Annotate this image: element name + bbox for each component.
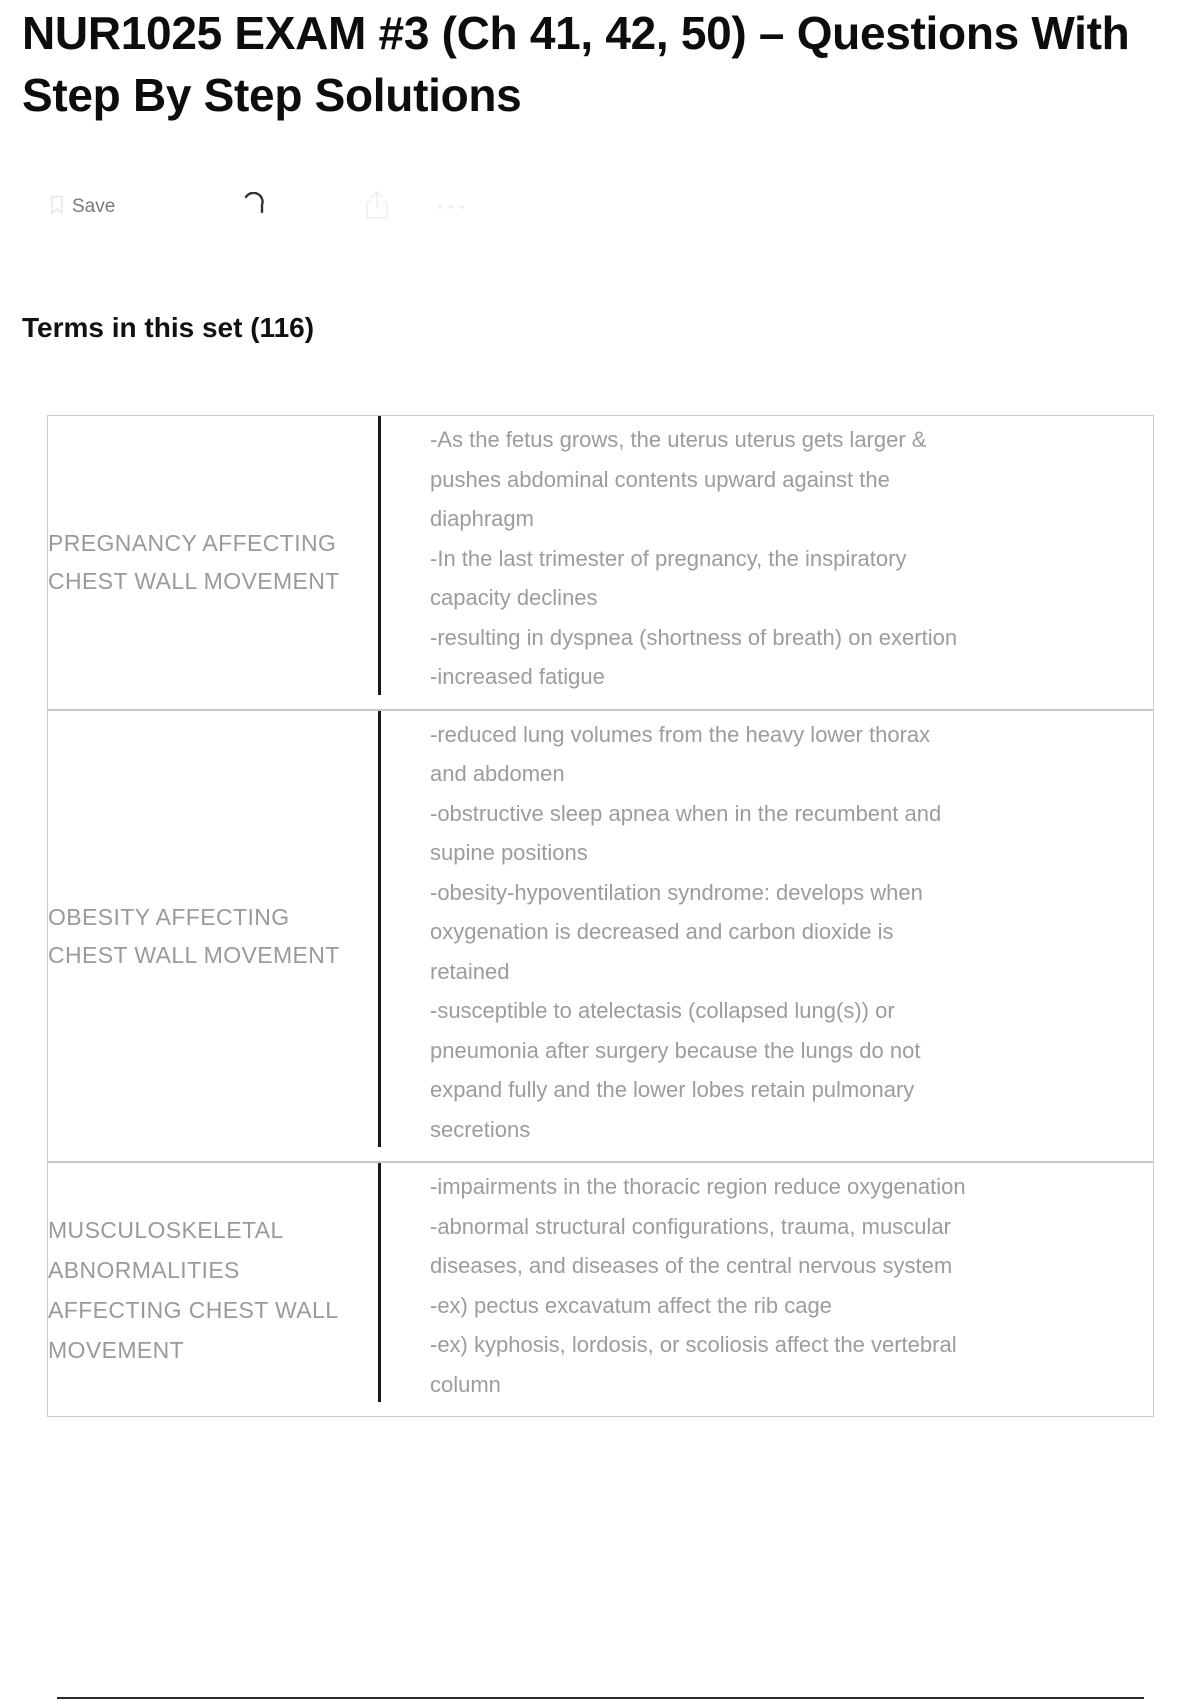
term-line: CHEST WALL MOVEMENT	[48, 941, 340, 968]
definition-line: expand fully and the lower lobes retain pulmonary	[430, 1077, 915, 1102]
definition-line: supine positions	[430, 840, 588, 865]
term-line: ABNORMALITIES	[48, 1256, 240, 1283]
definition-cell	[381, 1163, 1153, 1416]
definition-line: -susceptible to atelectasis (collapsed lung(s)) or	[430, 998, 895, 1023]
term-line: AFFECTING CHEST WALL	[48, 1296, 339, 1323]
term-text	[48, 1210, 348, 1370]
column-divider	[378, 1163, 381, 1402]
definition-line: -abnormal structural configurations, trauma, muscular	[430, 1213, 951, 1239]
loading-spinner-icon	[242, 192, 266, 223]
definition-line: capacity declines	[430, 585, 598, 610]
definition-line: diaphragm	[430, 506, 534, 531]
definition-line: column	[430, 1371, 501, 1397]
footer-rule	[57, 1697, 1144, 1699]
term-cell	[48, 711, 381, 1162]
definition-line: -impairments in the thoracic region reduce oxygenation	[430, 1174, 966, 1199]
terms-table	[47, 415, 1154, 1417]
definition-cell	[381, 416, 1153, 709]
column-divider	[378, 416, 381, 695]
definition-line: -increased fatigue	[430, 664, 605, 689]
definition-line: diseases, and diseases of the central nervous system	[430, 1253, 953, 1278]
definition-line: -ex) pectus excavatum affect the rib cage	[430, 1292, 832, 1318]
toolbar	[50, 190, 510, 224]
definition-line: -reduced lung volumes from the heavy lower thorax	[430, 721, 931, 747]
more-icon	[436, 198, 466, 216]
definition-cell	[381, 711, 1153, 1162]
terms-heading: Terms in this set (116)	[22, 312, 315, 343]
term-line: OBESITY AFFECTING	[48, 903, 290, 930]
definition-line: -In the last trimester of pregnancy, the inspiratory	[430, 545, 907, 571]
definition-line: and abdomen	[430, 761, 565, 786]
term-line: CHEST WALL MOVEMENT	[48, 568, 340, 595]
definition-line: -obstructive sleep apnea when in the recumbent and	[430, 800, 942, 826]
definition-line: -ex) kyphosis, lordosis, or scoliosis affect the vertebral	[430, 1332, 957, 1357]
column-divider	[378, 711, 381, 1148]
definition-line: -obesity-hypoventilation syndrome: develops when	[430, 879, 923, 905]
term-text	[48, 898, 348, 974]
definition-line: -As the fetus grows, the uterus uterus gets larger &	[430, 427, 927, 452]
term-cell	[48, 416, 381, 709]
definition-line: retained	[430, 958, 510, 984]
definition-line: -resulting in dyspnea (shortness of breath) on exertion	[430, 624, 958, 650]
term-line: MOVEMENT	[48, 1336, 185, 1363]
term-row	[48, 709, 1153, 1162]
definition-line: pushes abdominal contents upward against the	[430, 466, 890, 492]
save-button[interactable]	[50, 190, 115, 224]
definition-line: pneumonia after surgery because the lungs do not	[430, 1037, 921, 1063]
term-line: MUSCULOSKELETAL	[48, 1216, 284, 1243]
term-line: PREGNANCY AFFECTING	[48, 530, 337, 557]
definition-line: oxygenation is decreased and carbon dioxide is	[430, 919, 894, 944]
term-cell	[48, 1163, 381, 1416]
bookmark-icon	[50, 195, 64, 220]
share-icon	[364, 190, 390, 225]
term-text	[48, 524, 348, 600]
term-row	[48, 416, 1153, 709]
share-button[interactable]	[364, 190, 390, 224]
loading-spinner	[242, 190, 266, 224]
save-label: Save	[72, 196, 116, 217]
document-title: NUR1025 EXAM #3 (Ch 41, 42, 50) – Questions With Step By Step Solutions	[22, 7, 1130, 121]
term-row	[48, 1161, 1153, 1416]
more-options-button[interactable]	[436, 190, 466, 224]
definition-line: secretions	[430, 1116, 531, 1142]
